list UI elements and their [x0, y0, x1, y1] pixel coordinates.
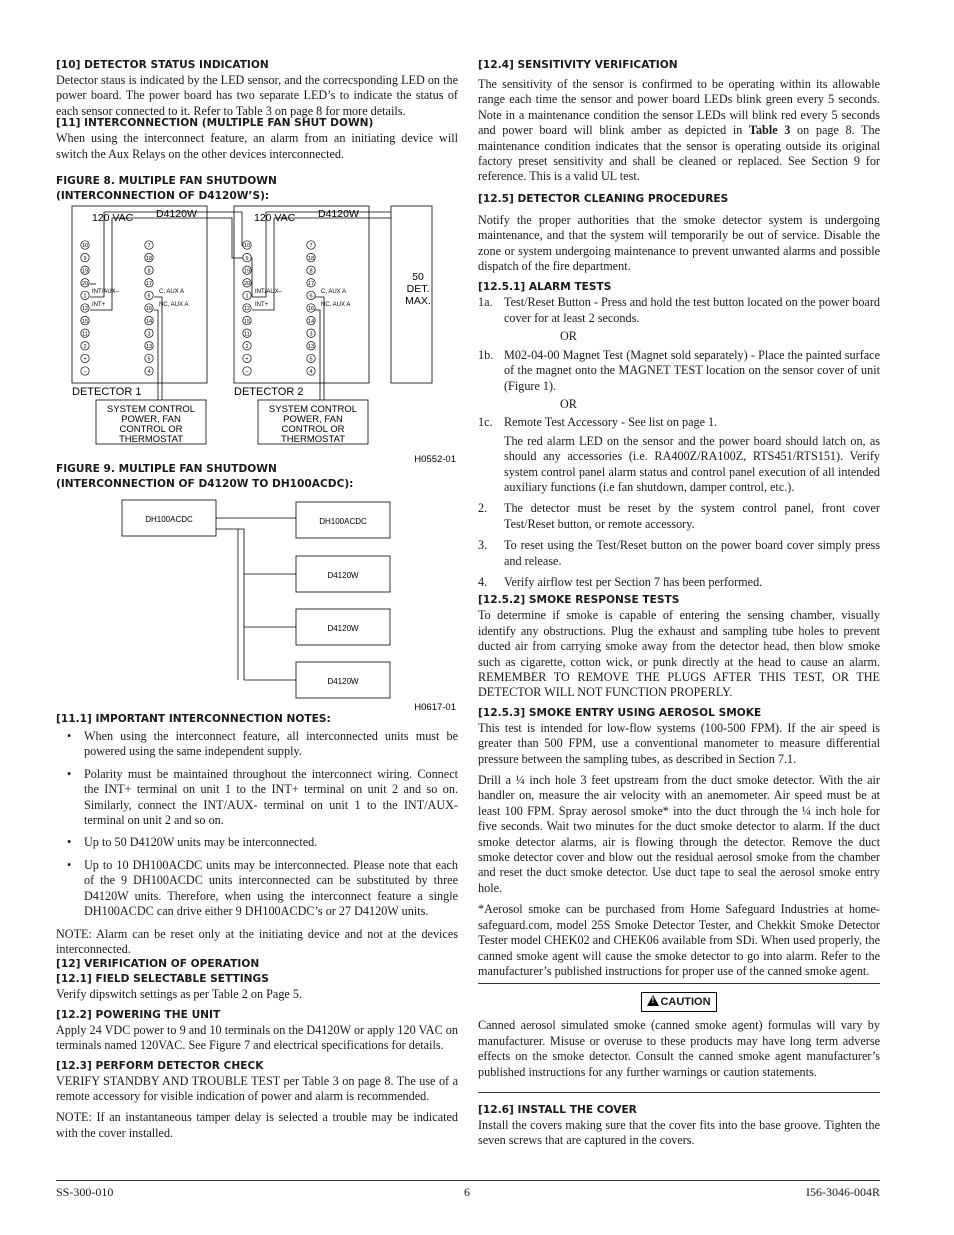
section-12-5-heading: [12.5] DETECTOR CLEANING PROCEDURES	[478, 192, 729, 205]
detector-1-terminal-label-right-1: 18	[145, 255, 153, 262]
section-10-heading: [10] DETECTOR STATUS INDICATION	[56, 59, 269, 71]
caution-badge	[641, 992, 716, 1012]
detector-1-terminal-label-left-3: 20	[81, 281, 89, 288]
section-12-5-3-para-1: This test is intended for low-flow systems (100-500 FPM). If the air speed is greater than 500 FPM, use a conventional manometer to measure differential pressure between the sampling tubes, as described in Section 7.1.	[478, 720, 880, 766]
section-12-3-heading: [12.3] PERFORM DETECTOR CHECK	[56, 1059, 264, 1072]
detector-2-c-label: C, AUX A	[321, 289, 347, 296]
detector-2-model-label: D4120W	[318, 208, 359, 221]
detector-1-terminal-label-left-10: −	[83, 369, 87, 376]
detector-2-terminal-label-right-7: 3	[309, 331, 313, 338]
section-12-5-1-heading: [12.5.1] ALARM TESTS	[478, 281, 612, 294]
detector-2-terminal-label-right-5: 16	[307, 306, 315, 313]
detector-1-terminal-label-left-6: 15	[81, 318, 89, 325]
section-11-heading: [11] INTERCONNECTION (MULTIPLE FAN SHUT DOWN)	[56, 117, 374, 130]
system-control-1-line-1: SYSTEM CONTROL	[106, 404, 196, 416]
system-control-2-line-4: THERMOSTAT	[280, 434, 346, 446]
list-item: • Up to 50 D4120W units may be interconnected.	[56, 835, 458, 850]
detector-2-terminal-label-right-3: 17	[307, 281, 315, 288]
detector-2-terminals	[243, 241, 315, 375]
max-label-line-2: DET.	[406, 283, 430, 296]
detector-1-terminal-label-right-9: 5	[147, 356, 151, 363]
caution-label: CAUTION	[660, 996, 711, 1009]
system-control-1-line-2: POWER, FAN	[121, 414, 181, 426]
detector-1-model-label: D4120W	[156, 208, 197, 221]
figure-9-code: H0617-01	[414, 702, 456, 713]
list-item	[478, 415, 880, 430]
section-12-6-heading: [12.6] INSTALL THE COVER	[478, 1103, 637, 1116]
item-number: 4.	[478, 574, 488, 589]
detector-1-terminal-label-right-3: 17	[145, 281, 153, 288]
detector-2-terminal-label-left-0: 10	[243, 243, 251, 250]
caution-block	[478, 1018, 880, 1093]
detector-1-terminal-label-left-8: 2	[83, 344, 87, 351]
detector-2-terminal-label-left-5: 12	[243, 306, 251, 313]
item-number: 2.	[478, 501, 488, 516]
figure-8-title-line-2: (INTERCONNECTION OF D4120W’S):	[56, 190, 270, 203]
section-12-2-text: Apply 24 VDC power to 9 and 10 terminals on the D4120W or apply 120 VAC on terminals named 120VAC. See Figure 7 and electrical specifications for details.	[56, 1022, 458, 1053]
list-item	[478, 538, 880, 569]
figure-8-svg	[56, 204, 458, 466]
detector-2-terminal-label-right-10: 4	[309, 369, 313, 376]
detector-1-terminal-label-left-7: 11	[82, 331, 88, 338]
item-text: M02-04-00 Magnet Test (Magnet sold separately) - Place the painted surface of the magnet onto the MAGNET TEST location on the sensor cover of unit (Figure 1).	[504, 347, 880, 393]
detector-2-vac-label: 120 VAC	[254, 212, 296, 225]
section-12-4-heading: [12.4] SENSITIVITY VERIFICATION	[478, 59, 678, 71]
detector-1-c-label: C, AUX A	[159, 289, 185, 296]
system-control-1-line-3: CONTROL OR	[119, 424, 183, 436]
detector-2-terminal-label-right-4: 6	[309, 293, 313, 300]
detector-2-terminal-label-right-8: 13	[307, 344, 315, 351]
system-control-1-line-4: THERMOSTAT	[118, 434, 184, 446]
list-item: • Polarity must be maintained throughout the interconnect wiring. Connect the INT+ terminal on unit 1 to the INT+ terminal on unit 2 and so on. Similarly, connect the INT/AUX- terminal on unit 1 to the INT/AUX- terminal on unit 2 and so on.	[56, 767, 458, 829]
detector-1-terminal-label-right-2: 8	[147, 268, 151, 275]
detector-2-terminal-label-left-4: 1	[245, 293, 249, 300]
detector-2-terminal-label-left-2: 19	[243, 268, 251, 275]
section-11-text: When using the interconnect feature, an alarm from an initiating device will switch the Aux Relays on the other devices interconnected.	[56, 131, 458, 161]
caution-text: Canned aerosol simulated smoke (canned smoke agent) formulas will vary by manufacturer. Misuse or overuse to these products may have long term adverse effects on the smoke detector. Consult the canned smoke agent manufacturer’s published instructions for any further warnings or caution statements.	[478, 1018, 880, 1079]
dh100acdc-left-box: DH100ACDC	[145, 515, 193, 525]
detector-2-terminal-label-left-6: 15	[243, 318, 251, 325]
detector-1-vac-label: 120 VAC	[92, 212, 134, 225]
detector-1-terminal-label-right-10: 4	[147, 369, 151, 376]
section-12-heading: [12] VERIFICATION OF OPERATION	[56, 958, 260, 971]
detector-2-terminal-label-left-1: 9	[245, 255, 249, 262]
detector-1-terminal-label-right-6: 14	[145, 318, 153, 325]
list-item	[478, 295, 880, 326]
or-separator: OR	[560, 329, 577, 344]
section-12-6-text: Install the covers making sure that the cover fits into the base groove. Tighten the seven screws that are captured in the covers.	[478, 1117, 880, 1148]
d4120w-box-a: D4120W	[327, 571, 359, 581]
section-12-5-2-heading: [12.5.2] SMOKE RESPONSE TESTS	[478, 594, 680, 607]
section-12-5-text: Notify the proper authorities that the smoke detector system is undergoing maintenance, and that the system will temporarily be out of service. Disable the zone or system undergoing maintenance to prevent unwanted alarms and possible dispatch of the fire department.	[478, 212, 880, 274]
left-column	[56, 58, 458, 1141]
detector-2-nc-label: NC, AUX A	[321, 302, 351, 309]
section-11-1-heading: [11.1] IMPORTANT INTERCONNECTION NOTES:	[56, 713, 331, 726]
item-1c-detail: The red alarm LED on the sensor and the power board should latch on, as should any accessories (i.e. RA400Z/RA100Z, RTS451/RTS151). Verify system control panel alarm status and control panel execution of all intended auxiliary functions (i.e fan shutdown, damper control, etc.).	[504, 433, 880, 494]
or-separator: OR	[560, 396, 577, 411]
caution-banner	[478, 983, 880, 1012]
section-12-2-heading: [12.2] POWERING THE UNIT	[56, 1008, 221, 1021]
item-text: Test/Reset Button - Press and hold the test button located on the power board cover for at least 2 seconds.	[504, 295, 880, 325]
max-label-line-3: MAX.	[405, 295, 431, 308]
section-12-5-3-para-3: *Aerosol smoke can be purchased from Home Safeguard Industries at home-safeguard.com, model 25S Smoke Detector Tester, and Chekkit Smoke Detector Tester model CHEK02 and CHEK06 available from SDi. When used properly, the canned smoke agent will cause the smoke detector to go into alarm. Refer to the manufacturer’s published instructions for proper use of the canned smoke agent.	[478, 902, 880, 978]
item-text: To reset using the Test/Reset button on the power board cover simply press and release.	[504, 538, 880, 568]
detector-2-terminal-label-right-6: 14	[307, 318, 315, 325]
right-column	[478, 58, 880, 1149]
section-12-4-text-b: on page 8. The maintenance condition indicates that the sensor is operating outside its original factory preset sensitivity and shall be cleaned or replaced. See Section 9 for reference. This is a valid UL test.	[478, 123, 880, 184]
table-3-reference: Table 3	[748, 123, 791, 138]
item-number: 1c.	[478, 415, 493, 430]
dh100acdc-top-box: DH100ACDC	[319, 517, 367, 527]
page-footer	[56, 1180, 880, 1203]
list-item	[478, 501, 880, 532]
section-12-5-2-text: To determine if smoke is capable of entering the sensing chamber, visually identify any obstructions. Plug the exhaust and sampling tube holes to prevent ducted air from carrying smoke away from the detector head, then blow smoke such as cigarette, cotton wick, or punk directly at the head to cause an alarm. REMEMBER TO REMOVE THE PLUGS AFTER THIS TEST, OR THE DETECTOR WILL NOT FUNCTION PROPERLY.	[478, 608, 880, 700]
list-item: • When using the interconnect feature, all interconnected units must be powered using the same independent supply.	[56, 729, 458, 760]
detector-2-int-label: INT+	[255, 302, 269, 309]
detector-1-terminal-label-left-9: +	[83, 356, 87, 363]
detector-2-terminal-label-right-2: 8	[309, 268, 313, 275]
item-text: Remote Test Accessory - See list on page 1.	[504, 415, 718, 430]
system-control-2-line-3: CONTROL OR	[281, 424, 345, 436]
detector-1-terminal-label-right-5: 16	[145, 306, 153, 313]
detector-2-terminal-label-right-9: 5	[309, 356, 313, 363]
detector-1-terminal-label-right-7: 3	[147, 331, 151, 338]
section-12-1-text: Verify dipswitch settings as per Table 2 on Page 5.	[56, 987, 303, 1002]
figure-9-title-line-1: FIGURE 9. MULTIPLE FAN SHUTDOWN	[56, 463, 277, 476]
interconnection-notes-list	[56, 729, 458, 919]
detector-2-terminal-label-right-0: 7	[309, 243, 313, 250]
item-number: 3.	[478, 538, 488, 553]
system-control-2-line-1: SYSTEM CONTROL	[268, 404, 358, 416]
figure-8-title-line-1: FIGURE 8. MULTIPLE FAN SHUTDOWN	[56, 175, 277, 188]
detector-2-intaux-label: INT/AUX–	[255, 289, 283, 296]
detector-2-terminal-label-left-10: −	[245, 369, 249, 376]
detector-2-terminal-label-right-1: 18	[307, 255, 315, 262]
figure-9-diagram	[56, 492, 458, 712]
detector-1-terminal-label-left-5: 12	[81, 306, 89, 313]
item-text: Verify airflow test per Section 7 has been performed.	[504, 574, 763, 589]
list-item	[478, 575, 880, 590]
detector-2-terminal-label-left-3: 20	[243, 281, 251, 288]
item-text: The detector must be reset by the system control panel, front cover Test/Reset button, or remote accessory.	[504, 501, 880, 531]
list-item: • Up to 10 DH100ACDC units may be interconnected. Please note that each of the 9 DH100ACDC units interconnected can be substituted by three D4120W units. Therefore, when using the interconnect feature a single DH100ACDC can drive either 9 DH100ACDC’s or 27 D4120W units.	[56, 858, 458, 920]
max-label-line-1: 50	[412, 271, 424, 284]
section-12-3-text: VERIFY STANDBY AND TROUBLE TEST per Table 3 on page 8. The use of a remote accessory for visible indication of power and alarm is recommended.	[56, 1073, 458, 1103]
detector-1-terminal-label-left-4: 1	[83, 293, 87, 300]
detector-2-terminal-label-left-7: 11	[244, 331, 250, 338]
section-10-text: Detector staus is indicated by the LED sensor, and the correcsponding LED on the power board. The power board has two separate LED’s to indicate the status of each sensor connected to it. Refer to Table 3 on page 8 for more details.	[56, 73, 458, 118]
system-control-2-line-2: POWER, FAN	[283, 414, 343, 426]
detector-1-nc-label: NC, AUX A	[159, 302, 189, 309]
footer-part-number: I56-3046-004R	[806, 1185, 880, 1199]
detector-1-terminal-label-right-0: 7	[147, 243, 151, 250]
d4120w-box-c: D4120W	[327, 677, 359, 687]
section-12-3-note: NOTE: If an instantaneous tamper delay is selected a trouble may be indicated with the cover installed.	[56, 1110, 458, 1140]
figure-9-title-line-2: (INTERCONNECTION OF D4120W TO DH100ACDC):	[56, 478, 354, 491]
detector-1-terminal-label-right-4: 6	[147, 293, 151, 300]
detector-1-intaux-label: INT/AUX–	[92, 289, 120, 296]
list-item	[478, 348, 880, 394]
detector-1-terminals	[81, 241, 153, 375]
section-12-4-text-a: The sensitivity of the sensor is confirmed to be operating within its allowable range each time the sensor and power board LEDs blink green every 5 seconds. Note in a maintenance condition the sensor LEDs will blink red every 5 seconds and power board will blink amber as depicted in	[478, 77, 880, 138]
detector-2-terminal-label-left-8: 2	[245, 344, 249, 351]
section-12-5-3-para-2: Drill a ¼ inch hole 3 feet upstream from the duct smoke detector. With the air handler on, measure the air velocity with an anemometer. Air speed must be at least 100 FPM. Spray aerosol smoke* into the duct through the ¼ inch hole for five seconds. Wait two minutes for the duct smoke detector to alarm. If the duct smoke detector alarms, air is flowing through the detector. Remove the duct smoke detector cover and blow out the residual aerosol smoke from the chamber and reset the duct smoke detector. Use duct tape to seal the aerosol smoke entry hole.	[478, 773, 880, 895]
detector-1-terminal-label-right-8: 13	[145, 344, 153, 351]
item-number: 1b.	[478, 347, 494, 362]
detector-1-terminal-label-left-0: 10	[81, 243, 89, 250]
detector-1-terminal-label-left-2: 19	[81, 268, 89, 275]
section-12-5-3-heading: [12.5.3] SMOKE ENTRY USING AEROSOL SMOKE	[478, 706, 762, 719]
detector-1-label: DETECTOR 1	[72, 386, 142, 399]
section-12-4-text	[478, 77, 880, 185]
section-12-1-heading: [12.1] FIELD SELECTABLE SETTINGS	[56, 973, 269, 986]
detector-2-label: DETECTOR 2	[234, 386, 304, 399]
page-number: 6	[464, 1185, 470, 1199]
detector-2-terminal-label-left-9: +	[245, 356, 249, 363]
item-number: 1a.	[478, 295, 493, 310]
footer-doc-code: SS-300-010	[56, 1185, 114, 1199]
figure-9-svg	[56, 492, 458, 712]
warning-icon: !	[647, 995, 659, 1006]
note-alarm-reset: NOTE: Alarm can be reset only at the initiating device and not at the devices interconnected.	[56, 926, 458, 956]
figure-8-diagram	[56, 204, 458, 466]
detector-1-terminal-label-left-1: 9	[83, 255, 87, 262]
figure-8-code: H0552-01	[414, 454, 456, 466]
d4120w-box-b: D4120W	[327, 624, 359, 634]
detector-1-int-label: INT+	[92, 302, 106, 309]
